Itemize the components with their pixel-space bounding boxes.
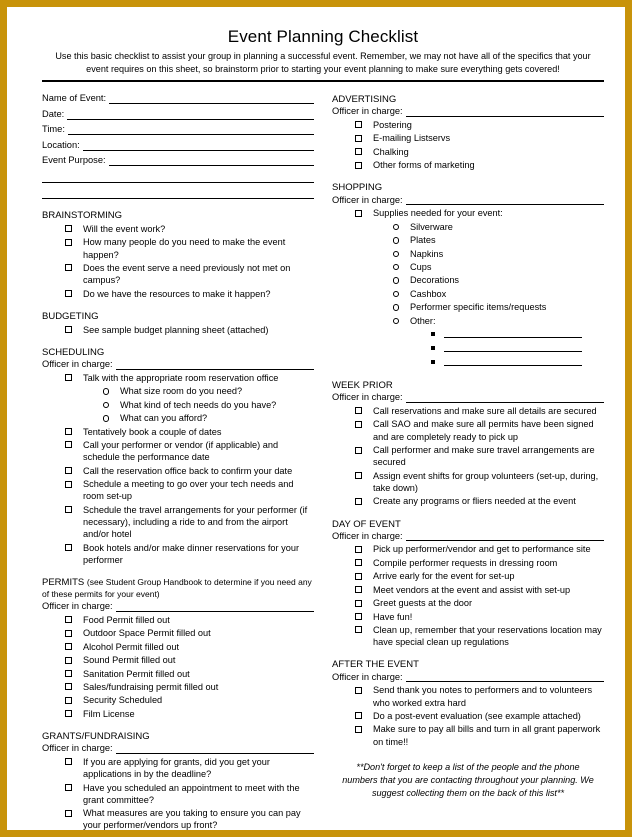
item-label: What measures are you taking to ensure you can pay your performer/vendors up front?	[83, 808, 301, 831]
section-heading-advertising: ADVERTISING	[332, 94, 397, 106]
officer-in-charge-advertising[interactable]	[332, 107, 604, 117]
officer-in-charge-scheduling[interactable]	[42, 360, 314, 370]
checklist-item[interactable]	[332, 723, 604, 747]
other-blank-line-item[interactable]	[332, 356, 604, 369]
checkbox-icon[interactable]	[65, 784, 72, 791]
circle-bullet-icon	[393, 251, 399, 257]
checklist-item[interactable]	[42, 236, 314, 260]
item-label: Other:	[410, 315, 436, 326]
item-label: How many people do you need to make the event happen?	[83, 237, 286, 260]
checklist-item[interactable]	[42, 288, 314, 300]
field-name-of-event[interactable]	[42, 94, 314, 104]
scheduling-list	[42, 372, 314, 384]
checkbox-icon[interactable]	[65, 467, 72, 474]
item-label: Cups	[410, 261, 432, 272]
checkbox-icon[interactable]	[355, 726, 362, 733]
checklist-item[interactable]	[42, 426, 314, 438]
circle-bullet-icon	[393, 277, 399, 283]
write-in-line[interactable]	[444, 356, 582, 366]
officer-in-charge-grants[interactable]	[42, 744, 314, 754]
other-blank-line-item[interactable]	[332, 342, 604, 355]
item-label: Food Permit filled out	[83, 614, 170, 625]
item-label: Tentatively book a couple of dates	[83, 426, 222, 437]
square-bullet-icon	[431, 360, 435, 364]
officer-in-charge-day-of-event[interactable]	[332, 531, 604, 541]
checkbox-icon[interactable]	[65, 630, 72, 637]
circle-bullet-icon	[103, 388, 109, 394]
permits-heading-note: (see Student Group Handbook to determine if you need any of these permits for your event)	[42, 577, 312, 599]
checklist-subitem[interactable]	[332, 288, 604, 300]
checklist-item[interactable]	[332, 624, 604, 648]
write-in-line[interactable]	[42, 172, 314, 183]
closing-note: **Don't forget to keep a list of the people and the phone numbers that you are contacting throughout your planning. We suggest collecting them on the back of this list**	[342, 761, 594, 798]
checkbox-icon[interactable]	[355, 559, 362, 566]
item-label: Will the event work?	[83, 223, 166, 234]
checkbox-icon[interactable]	[355, 447, 362, 454]
scheduling-sublist	[42, 385, 314, 424]
item-label: Performer specific items/requests	[410, 302, 547, 313]
item-label: Clean up, remember that your reservations location may have special clean up regulations	[373, 624, 602, 648]
checkbox-icon[interactable]	[65, 697, 72, 704]
circle-bullet-icon	[103, 415, 109, 421]
write-in-line[interactable]	[406, 393, 604, 403]
checkbox-icon[interactable]	[65, 758, 72, 765]
write-in-line[interactable]	[68, 125, 314, 135]
checklist-item[interactable]	[332, 470, 604, 494]
checklist-subitem[interactable]	[332, 234, 604, 246]
item-label: Compile performer requests in dressing room	[373, 557, 558, 568]
officer-in-charge-permits[interactable]	[42, 602, 314, 612]
checklist-item[interactable]	[42, 439, 314, 463]
checklist-item[interactable]	[42, 504, 314, 541]
checklist-item[interactable]	[332, 543, 604, 555]
item-label: See sample budget planning sheet (attached)	[83, 324, 269, 335]
day-of-event-list	[332, 543, 604, 648]
item-label: Do we have the resources to make it happen?	[83, 288, 271, 299]
checklist-item[interactable]	[42, 614, 314, 626]
checkbox-icon[interactable]	[355, 162, 362, 169]
circle-bullet-icon	[393, 304, 399, 310]
section-heading-brainstorming: BRAINSTORMING	[42, 210, 123, 222]
officer-label: Officer in charge:	[42, 601, 113, 612]
checklist-item[interactable]	[332, 132, 604, 144]
checklist-item[interactable]	[42, 782, 314, 806]
checklist-item[interactable]	[332, 146, 604, 158]
officer-label: Officer in charge:	[332, 194, 403, 205]
checklist-item[interactable]	[42, 542, 314, 566]
item-label: Alcohol Permit filled out	[83, 641, 180, 652]
field-date[interactable]	[42, 110, 314, 120]
checklist-subitem[interactable]	[332, 261, 604, 273]
checklist-item[interactable]	[332, 611, 604, 623]
checklist-item[interactable]	[42, 668, 314, 680]
write-in-line[interactable]	[116, 360, 314, 370]
checkbox-icon[interactable]	[355, 600, 362, 607]
section-heading-after-the-event: AFTER THE EVENT	[332, 659, 419, 671]
checkbox-icon[interactable]	[65, 643, 72, 650]
item-label: Napkins	[410, 248, 444, 259]
item-label: Sanitation Permit filled out	[83, 668, 190, 679]
checkbox-icon[interactable]	[65, 441, 72, 448]
item-label: Book hotels and/or make dinner reservations for your performer	[83, 542, 300, 565]
checklist-item[interactable]	[332, 710, 604, 722]
item-label: Call your performer or vendor (if applicable) and schedule the performance date	[83, 439, 279, 463]
circle-bullet-icon	[103, 402, 109, 408]
item-label: What kind of tech needs do you have?	[120, 399, 277, 410]
checklist-subitem[interactable]	[332, 315, 604, 327]
field-location[interactable]	[42, 141, 314, 151]
item-label: What size room do you need?	[120, 386, 243, 397]
checkbox-icon[interactable]	[355, 498, 362, 505]
checklist-item[interactable]	[332, 405, 604, 417]
item-label: Plates	[410, 235, 436, 246]
scheduling-list-continued	[42, 426, 314, 567]
section-heading-budgeting: BUDGETING	[42, 310, 99, 322]
checklist-item[interactable]	[42, 641, 314, 653]
checkbox-icon[interactable]	[65, 428, 72, 435]
checkbox-icon[interactable]	[65, 264, 72, 271]
field-label: Event Purpose:	[42, 155, 106, 166]
checklist-item[interactable]	[332, 557, 604, 569]
item-label: Sound Permit filled out	[83, 655, 176, 666]
item-label: Greet guests at the door	[373, 598, 473, 609]
item-label: Silverware	[410, 221, 453, 232]
checkbox-icon[interactable]	[355, 712, 362, 719]
officer-in-charge-week-prior[interactable]	[332, 393, 604, 403]
write-in-line[interactable]	[67, 110, 314, 120]
brainstorming-list	[42, 223, 314, 300]
checklist-item[interactable]	[332, 159, 604, 171]
checklist-item[interactable]	[42, 372, 314, 384]
item-label: Have you scheduled an appointment to meet with the grant committee?	[83, 782, 300, 805]
item-label: Other forms of marketing	[373, 160, 475, 171]
section-heading-grants: GRANTS/FUNDRAISING	[42, 731, 150, 742]
write-in-line[interactable]	[406, 531, 604, 541]
checkbox-icon[interactable]	[355, 586, 362, 593]
write-in-line[interactable]	[83, 141, 314, 151]
checklist-item[interactable]	[42, 708, 314, 720]
field-event-purpose[interactable]	[42, 156, 314, 166]
checklist-item[interactable]	[42, 681, 314, 693]
item-label: Talk with the appropriate room reservation office	[83, 372, 279, 383]
checkbox-icon[interactable]	[355, 613, 362, 620]
checkbox-icon[interactable]	[65, 481, 72, 488]
write-in-line[interactable]	[109, 94, 314, 104]
item-label: Security Scheduled	[83, 695, 163, 706]
checklist-item[interactable]	[42, 223, 314, 235]
section-heading-shopping: SHOPPING	[332, 182, 383, 194]
checkbox-icon[interactable]	[355, 472, 362, 479]
checkbox-icon[interactable]	[65, 374, 72, 381]
checklist-subitem[interactable]	[42, 385, 314, 397]
item-label: Have fun!	[373, 611, 413, 622]
checklist-item[interactable]	[42, 478, 314, 502]
checklist-subitem[interactable]	[332, 274, 604, 286]
item-label: Schedule a meeting to go over your tech needs and room set-up	[83, 479, 294, 502]
checklist-subitem[interactable]	[332, 248, 604, 260]
officer-label: Officer in charge:	[42, 359, 113, 370]
grants-list	[42, 756, 314, 832]
checklist-item[interactable]	[42, 807, 314, 831]
checklist-item[interactable]	[332, 444, 604, 468]
shopping-list	[332, 207, 604, 219]
officer-label: Officer in charge:	[332, 392, 403, 403]
checklist-subitem[interactable]	[332, 221, 604, 233]
checkbox-icon[interactable]	[65, 683, 72, 690]
week-prior-list	[332, 405, 604, 508]
checkbox-icon[interactable]	[355, 210, 362, 217]
checklist-item[interactable]	[42, 654, 314, 666]
checkbox-icon[interactable]	[355, 573, 362, 580]
circle-bullet-icon	[393, 318, 399, 324]
section-heading-week-prior: WEEK PRIOR	[332, 380, 393, 392]
item-label: Pick up performer/vendor and get to performance site	[373, 544, 591, 555]
checkbox-icon[interactable]	[65, 506, 72, 513]
item-label: Sales/fundraising permit filled out	[83, 681, 219, 692]
section-heading-scheduling: SCHEDULING	[42, 346, 105, 358]
checklist-item[interactable]	[42, 324, 314, 336]
write-in-line[interactable]	[406, 672, 604, 682]
write-in-line[interactable]	[116, 744, 314, 754]
checkbox-icon[interactable]	[355, 121, 362, 128]
item-label: Chalking	[373, 146, 409, 157]
checkbox-icon[interactable]	[65, 326, 72, 333]
checklist-subitem[interactable]	[42, 412, 314, 424]
circle-bullet-icon	[393, 237, 399, 243]
checklist-item[interactable]	[42, 756, 314, 780]
checklist-item[interactable]	[332, 495, 604, 507]
field-label: Time:	[42, 124, 65, 135]
item-label: Create any programs or fliers needed at the event	[373, 496, 576, 507]
circle-bullet-icon	[393, 264, 399, 270]
officer-label: Officer in charge:	[332, 106, 403, 117]
item-label: Postering	[373, 119, 412, 130]
checklist-item[interactable]	[332, 584, 604, 596]
checklist-item[interactable]	[42, 262, 314, 286]
checkbox-icon[interactable]	[65, 616, 72, 623]
officer-label: Officer in charge:	[42, 743, 113, 754]
checklist-item[interactable]	[332, 684, 604, 708]
left-column	[42, 94, 314, 833]
officer-label: Officer in charge:	[332, 671, 403, 682]
section-heading-permits	[42, 577, 314, 601]
item-label: Call reservations and make sure all details are secured	[373, 405, 597, 416]
item-label: Call performer and make sure travel arrangements are secured	[373, 445, 595, 468]
item-label: Call the reservation office back to confirm your date	[83, 465, 293, 476]
two-column-layout	[42, 94, 604, 833]
checkbox-icon[interactable]	[65, 290, 72, 297]
item-label: What can you afford?	[120, 413, 208, 424]
write-in-line[interactable]	[444, 328, 582, 338]
checklist-item[interactable]	[332, 119, 604, 131]
budgeting-list	[42, 324, 314, 336]
event-info-fields	[42, 94, 314, 199]
checkbox-icon[interactable]	[65, 810, 72, 817]
circle-bullet-icon	[393, 224, 399, 230]
item-label: Send thank you notes to performers and to volunteers who worked extra hard	[373, 685, 593, 708]
after-the-event-list	[332, 684, 604, 748]
item-label: Cashbox	[410, 288, 447, 299]
checklist-item[interactable]	[332, 207, 604, 219]
item-label: Does the event serve a need previously not met on campus?	[83, 262, 291, 286]
item-label: Film License	[83, 708, 135, 719]
item-label: Schedule the travel arrangements for your performer (if necessary), including a ride to and from the airport and/or hotel	[83, 504, 308, 540]
item-label: Call SAO and make sure all permits have been signed and are completely ready to pick up	[373, 419, 594, 442]
other-blank-line-item[interactable]	[332, 328, 604, 341]
write-in-line[interactable]	[42, 188, 314, 199]
checklist-subitem[interactable]	[42, 399, 314, 411]
checkbox-icon[interactable]	[355, 407, 362, 414]
write-in-line[interactable]	[406, 107, 604, 117]
checkbox-icon[interactable]	[355, 626, 362, 633]
item-label: Make sure to pay all bills and turn in all grant paperwork on time!!	[373, 724, 601, 747]
checklist-item[interactable]	[42, 465, 314, 477]
item-label: Meet vendors at the event and assist with set-up	[373, 584, 571, 595]
item-label: Do a post-event evaluation (see example attached)	[373, 710, 581, 721]
permits-heading-text: PERMITS	[42, 577, 85, 589]
checkbox-icon[interactable]	[355, 135, 362, 142]
right-column	[332, 94, 604, 800]
item-label: Outdoor Space Permit filled out	[83, 628, 211, 639]
field-label: Name of Event:	[42, 93, 107, 104]
header-divider	[42, 80, 604, 82]
checklist-item[interactable]	[332, 597, 604, 609]
checklist-item[interactable]	[332, 570, 604, 582]
item-label: Decorations	[410, 275, 460, 286]
write-in-line[interactable]	[444, 342, 582, 352]
checkbox-icon[interactable]	[355, 687, 362, 694]
checklist-item[interactable]	[42, 627, 314, 639]
officer-in-charge-after-the-event[interactable]	[332, 672, 604, 682]
checkbox-icon[interactable]	[65, 710, 72, 717]
field-label: Location:	[42, 139, 80, 150]
checklist-item[interactable]	[42, 694, 314, 706]
write-in-line[interactable]	[116, 602, 314, 612]
item-label: E-mailing Listservs	[373, 133, 451, 144]
square-bullet-icon	[431, 332, 435, 336]
write-in-line[interactable]	[406, 195, 604, 205]
checkbox-icon[interactable]	[355, 421, 362, 428]
intro-paragraph: Use this basic checklist to assist your group in planning a successful event. Remember, we may not have all of the specifics that your event requires on this sheet, so brainstorm prior to starting your event planning to make sure everything gets covered!	[55, 50, 591, 74]
checkbox-icon[interactable]	[65, 670, 72, 677]
write-in-line[interactable]	[109, 156, 314, 166]
checkbox-icon[interactable]	[65, 225, 72, 232]
document-sheet	[14, 14, 632, 837]
checklist-subitem[interactable]	[332, 301, 604, 313]
shopping-other-blank-lines	[332, 328, 604, 369]
page-title: Event Planning Checklist	[227, 27, 419, 46]
permits-list	[42, 614, 314, 720]
circle-bullet-icon	[393, 291, 399, 297]
square-bullet-icon	[431, 346, 435, 350]
item-label: Arrive early for the event for set-up	[373, 571, 515, 582]
field-time[interactable]	[42, 125, 314, 135]
checklist-item[interactable]	[332, 418, 604, 442]
item-label: Assign event shifts for group volunteers (set-up, during, take down)	[373, 470, 599, 493]
advertising-list	[332, 119, 604, 172]
field-label: Date:	[42, 108, 65, 119]
item-label: Supplies needed for your event:	[373, 208, 503, 219]
checkbox-icon[interactable]	[65, 657, 72, 664]
checkbox-icon[interactable]	[65, 239, 72, 246]
section-heading-day-of-event: DAY OF EVENT	[332, 518, 401, 530]
item-label: If you are applying for grants, did you get your applications in by the deadline?	[83, 756, 270, 780]
officer-in-charge-shopping[interactable]	[332, 195, 604, 205]
shopping-supplies-sublist	[332, 221, 604, 327]
checkbox-icon[interactable]	[355, 546, 362, 553]
checkbox-icon[interactable]	[355, 148, 362, 155]
checkbox-icon[interactable]	[65, 544, 72, 551]
officer-label: Officer in charge:	[332, 530, 403, 541]
